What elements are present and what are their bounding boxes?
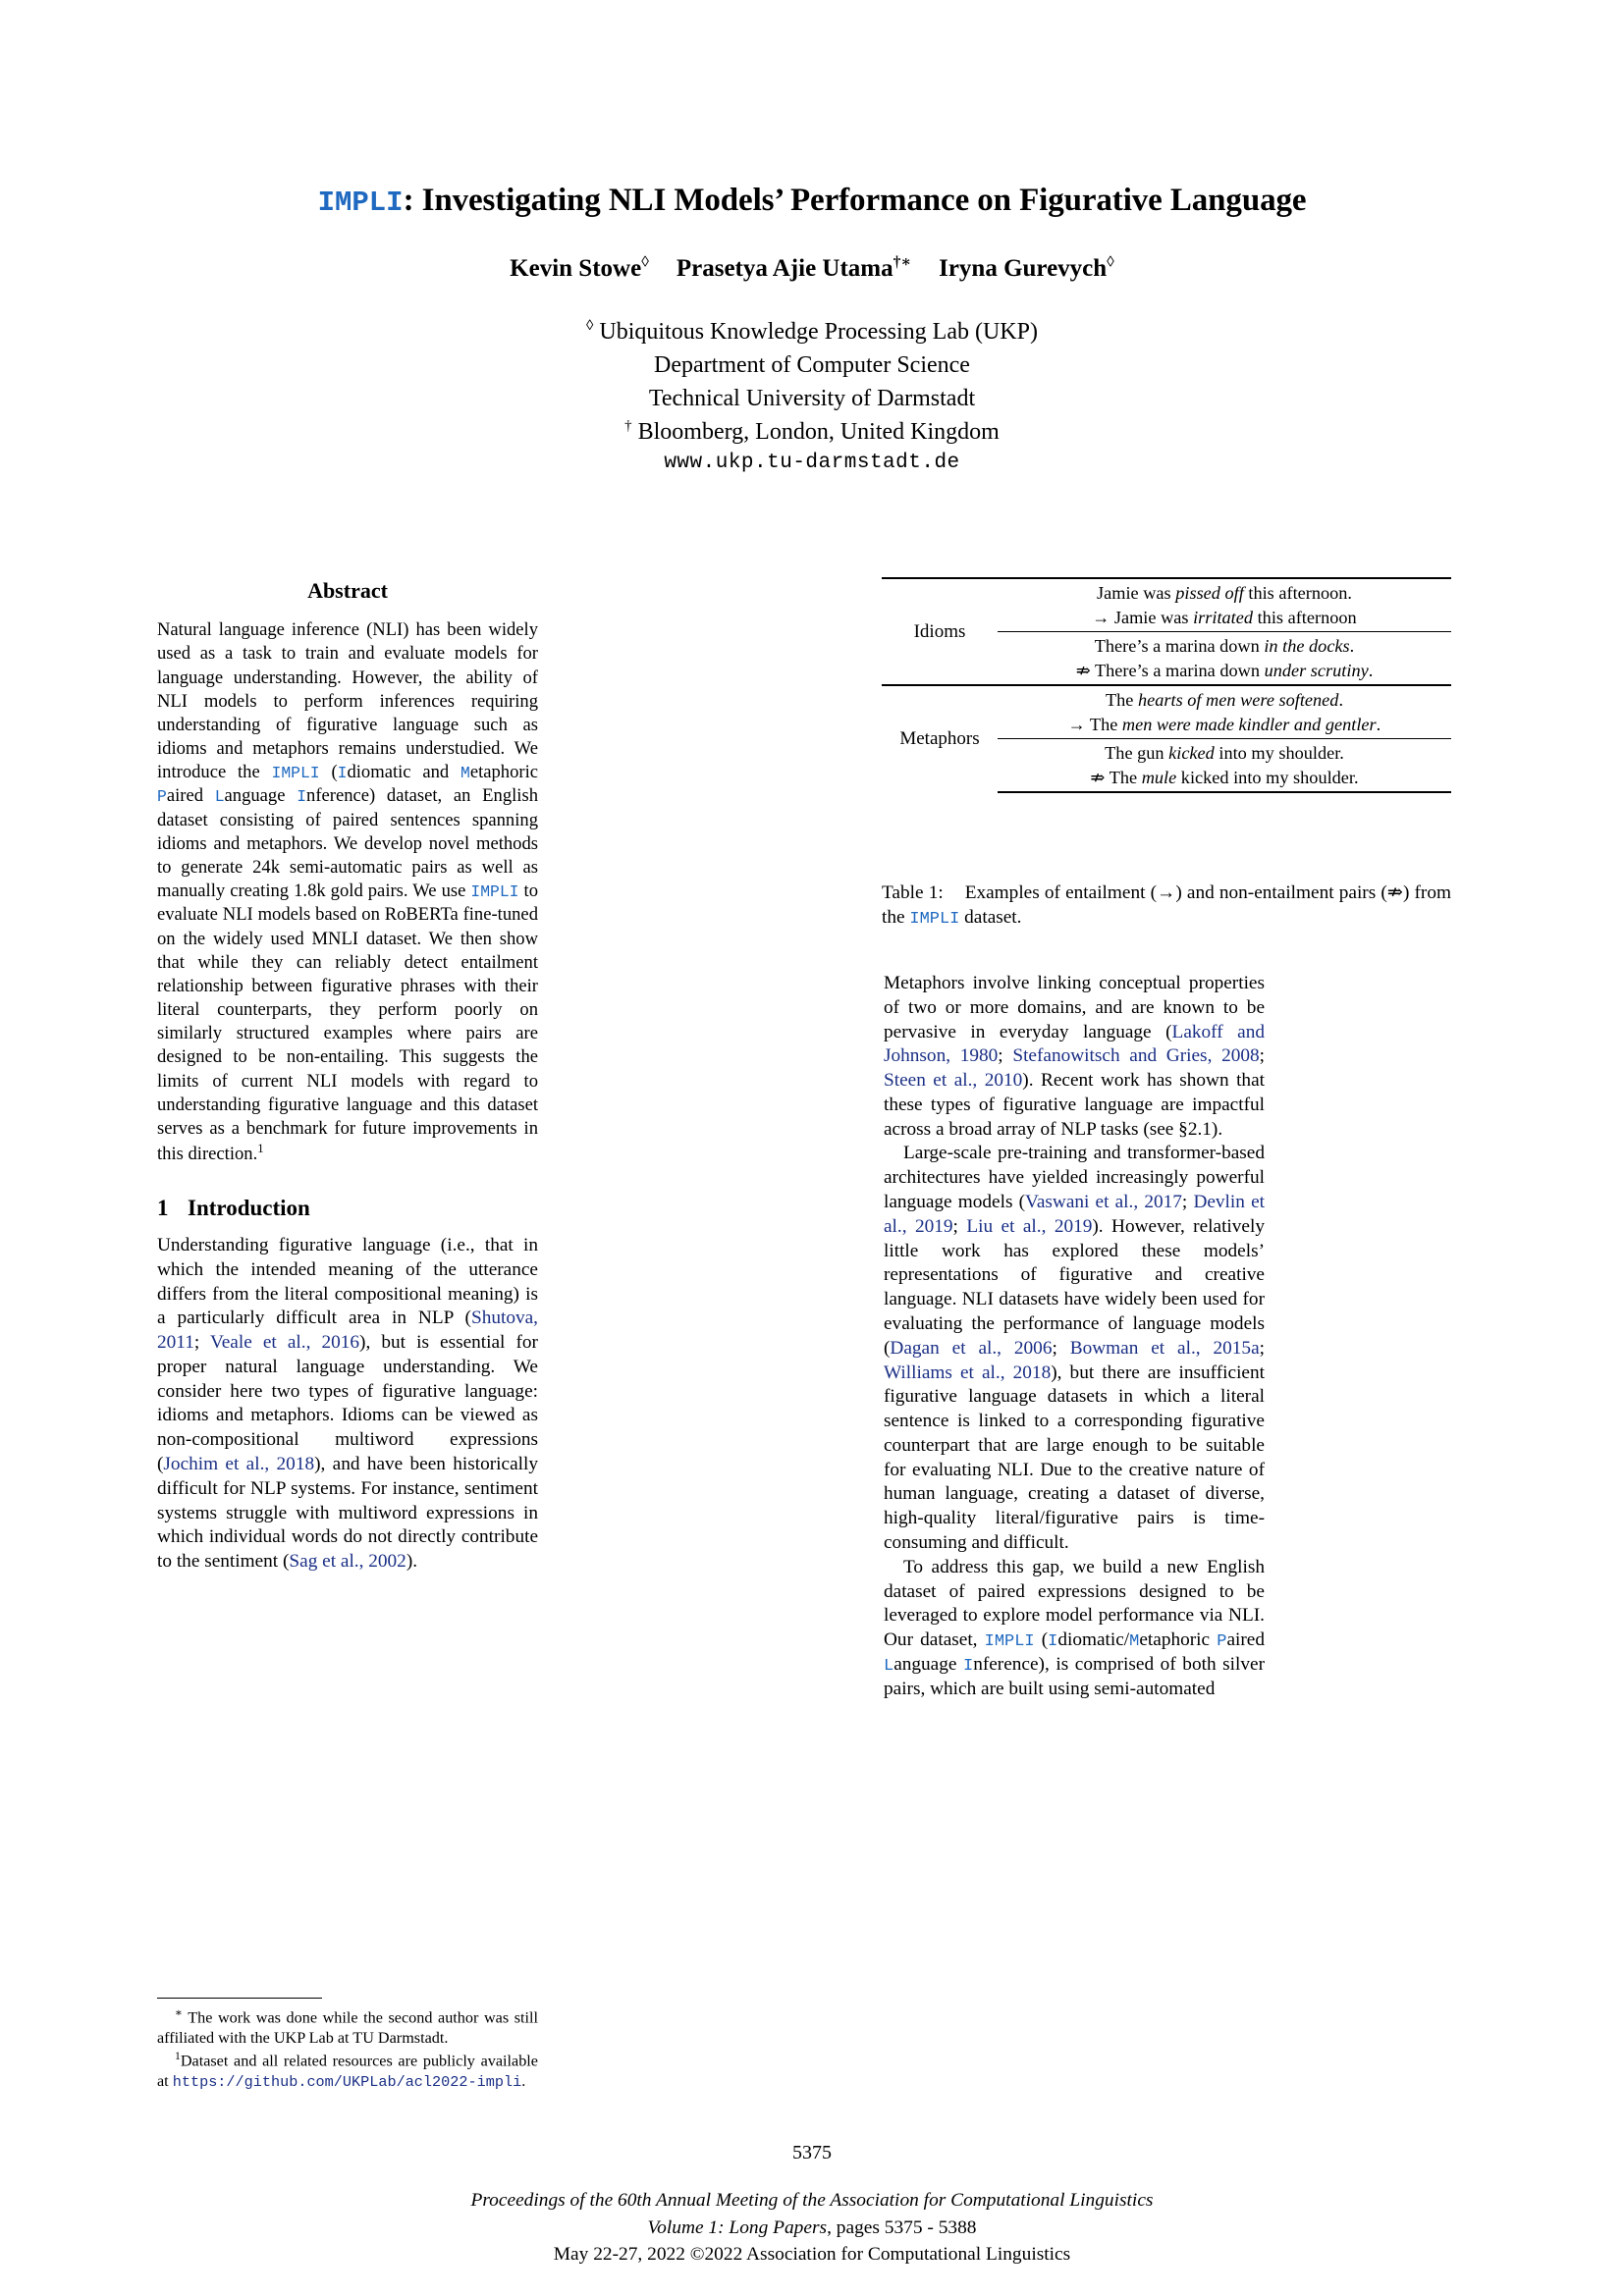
author-3-affiliation-marker: ◊: [1107, 253, 1114, 271]
footnote-1: [157, 2005, 538, 2049]
table-example-cell: [998, 685, 1451, 739]
caption-label: Table 1:: [882, 882, 944, 903]
lab-url[interactable]: www.ukp.tu-darmstadt.de: [664, 452, 960, 475]
right-paragraph-3: [884, 1556, 1265, 1702]
right-expansion-rest-i: diomatic/: [1057, 1629, 1130, 1651]
section-title: Introduction: [188, 1196, 310, 1221]
premise-emphasis: hearts of men were softened: [1137, 690, 1339, 711]
expansion-rest-m: etaphoric: [469, 762, 539, 783]
rp2-a: Large-scale pre-training and transformer-based architectures have yielded increasingly powerful language models (: [884, 1143, 1265, 1213]
table-example-cell: [998, 578, 1451, 632]
rp2-b: ). However, relatively little work has explored these models’ representations of figurative and creative language. NLI datasets have widely been used for evaluating the performance of language models (: [884, 1215, 1265, 1359]
expansion-letter-l: L: [214, 787, 225, 807]
author-2-name: Prasetya Ajie Utama: [676, 255, 893, 283]
entailment-arrow: →: [1067, 714, 1086, 734]
intro-p1-c: ), but is essential for proper natural language understanding. We consider here two types of figurative language: idioms and metaphors. Idioms can be viewed as non-compositional multiword expressions (: [157, 1332, 538, 1474]
table-example-cell: [998, 739, 1451, 793]
citation-sag[interactable]: Sag et al., 2002: [289, 1551, 406, 1573]
author-3: [939, 255, 1114, 282]
abstract-footnote-ref[interactable]: 1: [257, 1142, 264, 1156]
intro-paragraph-1: [157, 1234, 538, 1575]
premise-pre: There’s a marina down: [1094, 636, 1265, 657]
expansion-open: (: [331, 762, 338, 783]
affiliation-marker-2: †: [624, 418, 632, 435]
premise-emphasis: kicked: [1168, 743, 1215, 764]
citation-williams[interactable]: Williams et al., 2018: [884, 1362, 1052, 1383]
author-1-affiliation-marker: ◊: [641, 253, 649, 271]
title-block: [0, 182, 1624, 478]
footnote-rule: [157, 1998, 322, 1999]
rp2-sep2: ;: [952, 1215, 967, 1237]
premise: [1001, 688, 1447, 713]
citation-liu[interactable]: Liu et al., 2019: [966, 1215, 1093, 1237]
author-2-affiliation-marker: †∗: [893, 253, 912, 271]
rp3-b: (: [1034, 1629, 1049, 1651]
table-1-caption: [882, 881, 1451, 931]
rp1-a: Metaphors involve linking conceptual properties of two or more domains, and are known to be pervasive in everyday language (: [884, 973, 1265, 1042]
hypothesis-pre: The: [1085, 714, 1122, 734]
table-example-cell: [998, 632, 1451, 686]
title-brand: IMPLI: [317, 187, 404, 219]
affiliation-4-text: Bloomberg, London, United Kingdom: [637, 419, 1000, 446]
intro-sep-1: ;: [193, 1332, 210, 1354]
author-1-name: Kevin Stowe: [510, 255, 642, 283]
dataset-url-link[interactable]: https://github.com/UKPLab/acl2022-impli: [172, 2073, 522, 2092]
right-paragraph-1: [884, 972, 1265, 1142]
rp2-sep4: ;: [1259, 1337, 1265, 1359]
hypothesis: [1001, 659, 1447, 683]
entailment-arrow: →: [1092, 607, 1110, 627]
premise-post: .: [1349, 636, 1355, 657]
citation-stefanowitsch-gries[interactable]: Stefanowitsch and Gries, 2008: [1012, 1045, 1260, 1067]
rp3-a: To address this gap, we build a new English dataset of paired expressions designed to be leveraged to explore model performance via NLI. Our dataset,: [884, 1556, 1265, 1651]
page-title: [0, 182, 1624, 221]
table-row: [882, 685, 1451, 739]
footnote-1-marker: ∗: [175, 2006, 183, 2019]
footnotes: [157, 1998, 538, 2093]
rp2-sep3: ;: [1052, 1337, 1070, 1359]
page-range: , pages 5375 - 5388: [827, 2216, 977, 2238]
caption-text-a: Examples of entailment (→) and non-entailment pairs (⇏) from the: [882, 882, 1451, 928]
expansion-rest-n: nference): [306, 785, 376, 807]
caption-brand: IMPLI: [909, 909, 960, 929]
footnote-1-text: The work was done while the second author was still affiliated with the UKP Lab at TU Darmstadt.: [157, 2008, 538, 2048]
citation-shutova[interactable]: Shutova, 2011: [157, 1308, 538, 1354]
right-expansion-letter-i: I: [1048, 1632, 1058, 1652]
intro-p1-d: ), and have been historically difficult for NLP systems. For instance, sentiment systems struggle with multiword expressions in which individual words do not directly contribute to the sentiment (: [157, 1453, 538, 1573]
section-number: 1: [157, 1196, 169, 1221]
volume-label: Volume 1: Long Papers: [647, 2216, 828, 2238]
citation-bowman[interactable]: Bowman et al., 2015a: [1069, 1337, 1260, 1359]
rp3-c: , is comprised of both silver pairs, which are built using semi-automated: [884, 1653, 1265, 1699]
premise-pre: Jamie was: [1097, 583, 1176, 603]
expansion-rest-p: aired: [166, 785, 215, 807]
non-entailment-arrow: ⇏: [1090, 767, 1106, 787]
title-rest: : Investigating NLI Models’ Performance on Figurative Language: [403, 183, 1307, 218]
hypothesis-emphasis: mule: [1141, 767, 1177, 787]
citation-lakoff-johnson[interactable]: Lakoff and Johnson, 1980: [884, 1021, 1265, 1067]
footnote-2-marker: 1: [175, 2050, 181, 2063]
hypothesis-pre: There’s a marina down: [1090, 660, 1265, 680]
proceedings-line-1: Proceedings of the 60th Annual Meeting of the Association for Computational Linguistics: [470, 2190, 1154, 2211]
premise-pre: The: [1105, 690, 1138, 711]
rp1-sep2: ;: [1259, 1045, 1265, 1067]
intro-p1-a: Understanding figurative language (i.e., that in which the intended meaning of the utterance differs from the literal compositional meaning) is a particularly difficult area in NLP (: [157, 1234, 538, 1329]
hypothesis-emphasis: men were made kindler and gentler: [1121, 714, 1377, 734]
right-expansion-rest-m: etaphoric: [1139, 1629, 1218, 1651]
hypothesis: [1001, 713, 1447, 737]
page-number: 5375: [792, 2142, 832, 2163]
right-expansion-rest-l: anguage: [893, 1653, 963, 1675]
right-paragraph-2: [884, 1142, 1265, 1555]
citation-vaswani[interactable]: Vaswani et al., 2017: [1025, 1192, 1182, 1213]
right-expansion-letter-l: L: [884, 1656, 894, 1676]
non-entailment-arrow: ⇏: [1075, 660, 1091, 680]
hypothesis-emphasis: under scrutiny: [1264, 660, 1369, 680]
intro-p1-e: ).: [406, 1551, 418, 1573]
right-expansion-rest-p: aired: [1226, 1629, 1265, 1651]
expansion-letter-m: M: [460, 764, 470, 783]
examples-table: [882, 577, 1451, 793]
expansion-and: and: [422, 762, 460, 783]
author-2: [677, 255, 911, 282]
abstract-text: [157, 618, 538, 1166]
right-expansion-letter-p: P: [1217, 1632, 1227, 1652]
rp2-c: ), but there are insufficient figurative language datasets in which a literal sentence is linked to a corresponding figurative counterpart that are large enough to be suitable for evaluating NLI. Due to the creative nature of human language, creating a dataset of diverse, high-quality literal/figurative pairs is time-consuming and difficult.: [884, 1362, 1265, 1553]
table-category-idioms: Idioms: [882, 578, 998, 685]
premise: [1001, 741, 1447, 766]
expansion-letter-n: I: [297, 787, 307, 807]
expansion-rest-l: anguage: [224, 785, 298, 807]
premise: [1001, 581, 1447, 606]
premise-post: this afternoon.: [1243, 583, 1352, 603]
author-3-name: Iryna Gurevych: [939, 255, 1108, 283]
footnote-2-end: .: [521, 2072, 526, 2091]
premise: [1001, 634, 1447, 659]
hypothesis: [1001, 606, 1447, 630]
hypothesis-post: this afternoon: [1253, 607, 1357, 627]
proceedings-footer: [0, 2187, 1624, 2269]
citation-dagan[interactable]: Dagan et al., 2006: [890, 1337, 1053, 1359]
affiliation-marker-1: ◊: [586, 318, 594, 335]
right-column: [884, 972, 1265, 1702]
abstract-part-1: Natural language inference (NLI) has been widely used as a task to train and evaluate models for language understanding. However, the ability of NLI models to perform inferences requiring understanding of figurative language such as idioms and metaphors remains understudied. We introduce the: [157, 619, 538, 783]
affiliation-line-3: Technical University of Darmstadt: [648, 386, 976, 412]
rp1-b: ). Recent work has shown that these types of figurative language are impactful across a broad array of NLP tasks (see §2.1).: [884, 1070, 1265, 1140]
footnote-2-text: Dataset and all related resources are publicly available at: [157, 2052, 538, 2091]
table-category-metaphors: Metaphors: [882, 685, 998, 792]
section-heading-introduction: [157, 1194, 538, 1223]
affiliation-line-2: Department of Computer Science: [654, 352, 970, 379]
premise-post: .: [1338, 690, 1344, 711]
expansion-rest-i: diomatic: [347, 762, 411, 783]
premise-post: into my shoulder.: [1214, 743, 1344, 764]
citation-jochim[interactable]: Jochim et al., 2018: [163, 1453, 315, 1474]
hypothesis: [1001, 766, 1447, 790]
proceedings-line-3: May 22-27, 2022 ©2022 Association for Computational Linguistics: [553, 2244, 1071, 2266]
expansion-letter-p: P: [157, 787, 167, 807]
right-brand: IMPLI: [984, 1632, 1035, 1652]
affiliation-1-text: Ubiquitous Knowledge Processing Lab (UKP): [599, 319, 1038, 346]
citation-steen[interactable]: Steen et al., 2010: [884, 1070, 1023, 1092]
hypothesis-post: .: [1368, 660, 1374, 680]
expansion-letter-i: I: [337, 764, 348, 783]
citation-veale[interactable]: Veale et al., 2016: [209, 1332, 360, 1354]
left-column: [157, 577, 538, 1575]
footnote-2: [157, 2049, 538, 2093]
right-expansion-letter-n: I: [963, 1656, 974, 1676]
premise-pre: The gun: [1105, 743, 1169, 764]
premise-emphasis: in the docks: [1264, 636, 1350, 657]
abstract-heading: Abstract: [307, 578, 388, 603]
right-expansion-rest-n: nference): [973, 1653, 1045, 1675]
affiliations: [0, 315, 1624, 478]
citation-devlin[interactable]: Devlin et al., 2019: [884, 1192, 1265, 1237]
hypothesis-pre: Jamie was: [1110, 607, 1194, 627]
rp2-sep1: ;: [1181, 1192, 1194, 1213]
author-1: [510, 255, 649, 282]
affiliation-line-1: [0, 315, 1624, 348]
affiliation-line-4: [0, 415, 1624, 449]
table-1: [882, 577, 1451, 793]
premise-emphasis: pissed off: [1175, 583, 1244, 603]
author-list: [0, 252, 1624, 283]
hypothesis-post: .: [1376, 714, 1381, 734]
rp1-sep1: ;: [998, 1045, 1013, 1067]
abstract-brand-2: IMPLI: [470, 882, 519, 902]
abstract-brand-1: IMPLI: [271, 764, 320, 783]
caption-text-b: dataset.: [959, 906, 1022, 928]
right-expansion-letter-m: M: [1129, 1632, 1140, 1652]
hypothesis-post: kicked into my shoulder.: [1176, 767, 1359, 787]
table-row: [882, 578, 1451, 632]
hypothesis-pre: The: [1105, 767, 1142, 787]
abstract-part-2: dataset, an English dataset consisting of paired sentences spanning idioms and metaphors. We develop novel methods to generate 24k semi-automatic pairs as well as manually creating 1.8k gold pairs. We use: [157, 785, 538, 902]
abstract-part-3: to evaluate NLI models based on RoBERTa fine-tuned on the widely used MNLI dataset. We then show that while they can reliably detect entailment relationship between figurative phrases with their literal counterparts, they perform poorly on similarly structured examples where pairs are designed to be non-entailing. This suggests the limits of current NLI models with regard to understanding figurative language and this dataset serves as a benchmark for future improvements in this direction.: [157, 881, 538, 1165]
proceedings-line-2: [0, 2215, 1624, 2242]
hypothesis-emphasis: irritated: [1193, 607, 1254, 627]
